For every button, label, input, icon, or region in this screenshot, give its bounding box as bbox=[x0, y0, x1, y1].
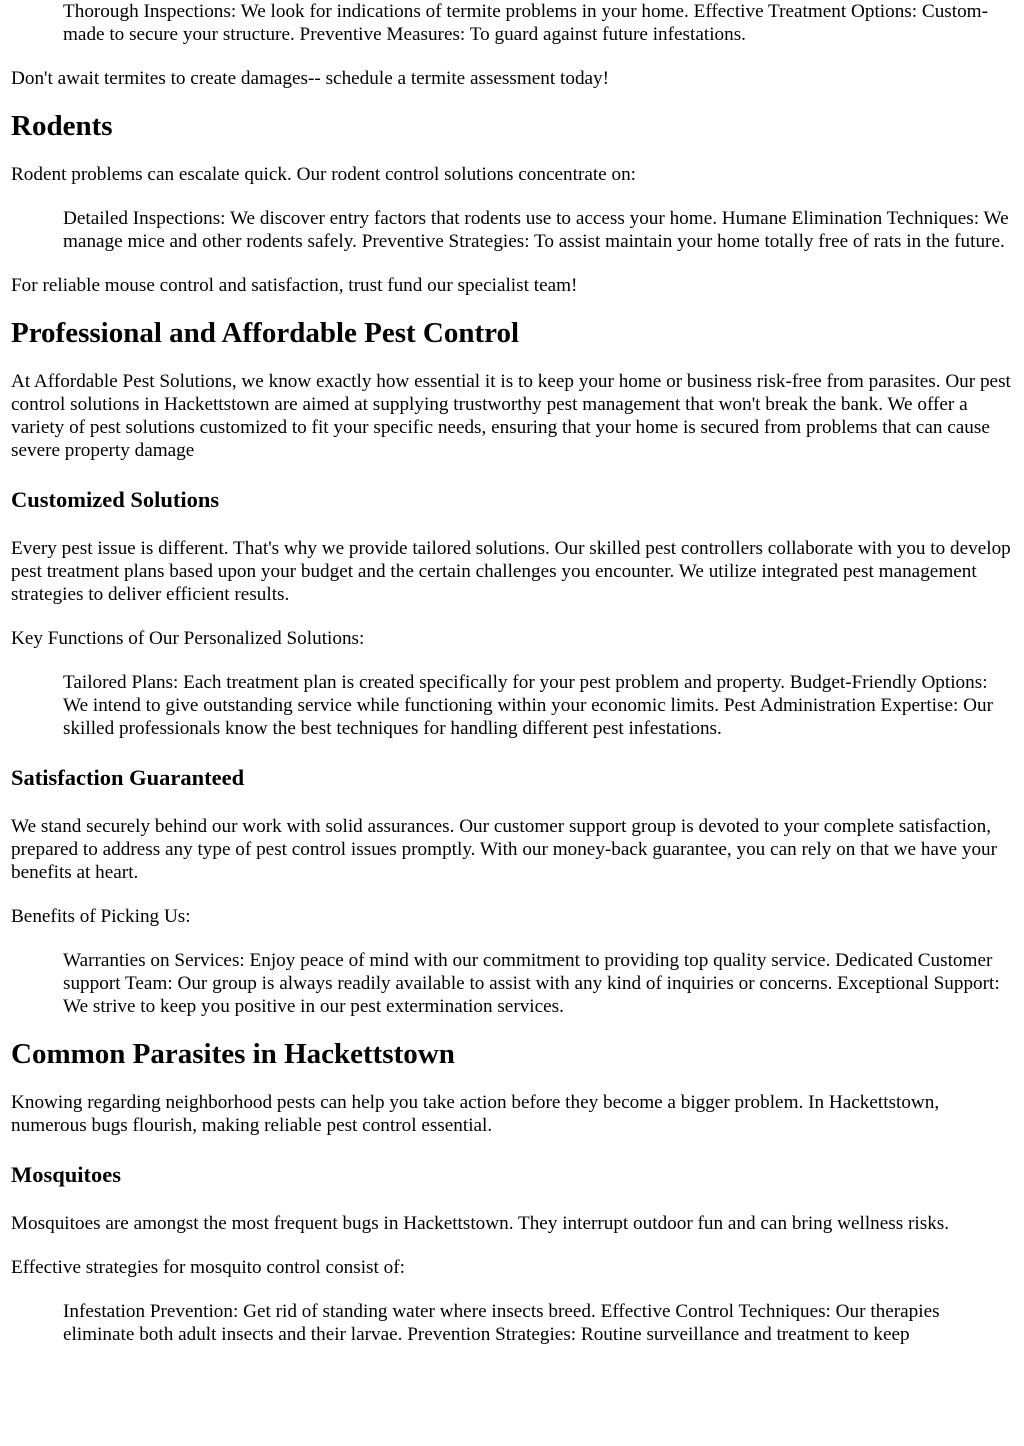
customized-features bbox=[11, 671, 1013, 740]
customized-heading: Customized Solutions bbox=[11, 487, 220, 512]
mosquitoes-lead: Effective strategies for mosquito control consist of: bbox=[11, 1257, 405, 1278]
rodents-heading: Rodents bbox=[11, 110, 113, 142]
satisfaction-heading: Satisfaction Guaranteed bbox=[11, 765, 245, 790]
parasites-intro: Knowing regarding neighborhood pests can help you take action before they become a bigger problem. In Hackettstown, numerous bugs flourish, making reliable pest control essential. bbox=[11, 1092, 940, 1136]
parasites-heading: Common Parasites in Hackettstown bbox=[11, 1038, 455, 1070]
customized-lead: Key Functions of Our Personalized Solutions: bbox=[11, 628, 365, 649]
mosquitoes-intro: Mosquitoes are amongst the most frequent bugs in Hackettstown. They interrupt outdoor fun and can bring wellness risks. bbox=[11, 1213, 950, 1234]
rodents-intro: Rodent problems can escalate quick. Our rodent control solutions concentrate on: bbox=[11, 164, 637, 185]
termite-closing: Don't await termites to create damages-- schedule a termite assessment today! bbox=[11, 68, 610, 89]
rodent-features bbox=[11, 207, 1013, 253]
mosquito-features-text: Infestation Prevention: Get rid of standing water where insects breed. Effective Control Techniques: Our therapies eliminate both adult insects and their larvae. Prevention Strategies: Routine surveillance and treatment to keep bbox=[63, 1301, 940, 1345]
termite-features bbox=[11, 0, 1013, 46]
satisfaction-features-text: Warranties on Services: Enjoy peace of mind with our commitment to providing top quality service. Dedicated Customer support Team: Our group is always readily available to assist with any kind of inquiries or concerns. Exceptional Support: We strive to keep you positive in our pest extermination services. bbox=[63, 950, 1000, 1017]
rodents-closing: For reliable mouse control and satisfaction, trust fund our specialist team! bbox=[11, 275, 578, 296]
satisfaction-lead: Benefits of Picking Us: bbox=[11, 906, 191, 927]
customized-intro: Every pest issue is different. That's why we provide tailored solutions. Our skilled pest controllers collaborate with you to develop pest treatment plans based upon your budget and the certain challenges you encounter. We utilize integrated pest management strategies to deliver efficient results. bbox=[11, 538, 1011, 605]
mosquitoes-heading: Mosquitoes bbox=[11, 1162, 122, 1187]
termite-features-text: Thorough Inspections: We look for indications of termite problems in your home. Effective Treatment Options: Custom-made to secure your structure. Preventive Measures: To guard against future infestations. bbox=[63, 1, 988, 45]
customized-features-text: Tailored Plans: Each treatment plan is created specifically for your pest problem and property. Budget-Friendly Options: We intend to give outstanding service while functioning within your economic limits. Pest Administration Expertise: Our skilled professionals know the best techniques for handling different pest infestations. bbox=[63, 672, 993, 739]
rodent-features-text: Detailed Inspections: We discover entry factors that rodents use to access your home. Humane Elimination Techniques: We manage mice and other rodents safely. Preventive Strategies: To assist maintain your home totally free of rats in the future. bbox=[63, 208, 1009, 252]
professional-heading: Professional and Affordable Pest Control bbox=[11, 317, 520, 349]
mosquito-features bbox=[11, 1300, 1013, 1346]
professional-intro: At Affordable Pest Solutions, we know exactly how essential it is to keep your home or business risk-free from parasites. Our pest control solutions in Hackettstown are aimed at supplying trustworthy pest management that won't break the bank. We offer a variety of pest solutions customized to fit your specific needs, ensuring that your home is secured from problems that can cause severe property damage bbox=[11, 371, 1011, 461]
satisfaction-features bbox=[11, 949, 1013, 1018]
satisfaction-intro: We stand securely behind our work with solid assurances. Our customer support group is devoted to your complete satisfaction, prepared to address any type of pest control issues promptly. With our money-back guarantee, you can rely on that we have your benefits at heart. bbox=[11, 816, 998, 883]
